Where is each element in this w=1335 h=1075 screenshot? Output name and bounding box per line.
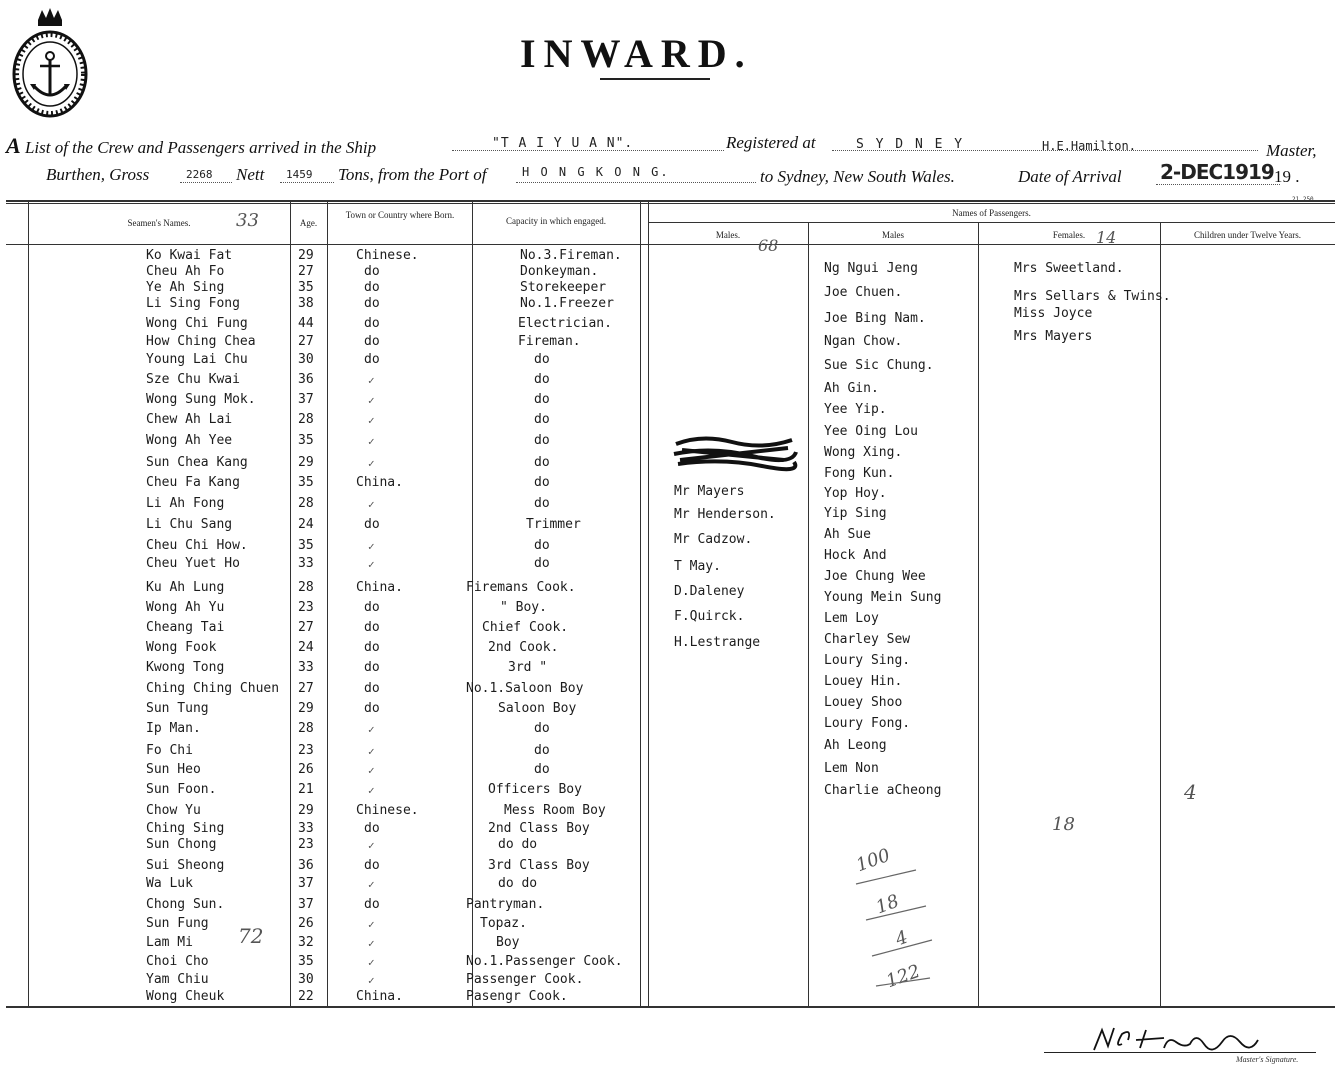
crew-birthplace: China. [356,475,403,490]
crew-capacity: Boy [496,935,520,950]
crew-birthplace: do [364,600,380,615]
tally-line-1: 100 [853,844,893,877]
gross-tonnage: 2268 [186,168,213,181]
nett-dotline [280,182,334,183]
header-town: Town or Country where Born. [345,210,455,220]
crew-name: Yam Chiu [146,972,209,987]
crew-name: Fo Chi [146,743,193,758]
crew-capacity: Firemans Cook. [466,580,576,595]
crew-age: 32 [298,935,314,950]
crew-birthplace: do [364,620,380,635]
passenger-male: Yip Sing [824,506,887,521]
table-top-rule-inner [6,203,1335,204]
crew-age: 28 [298,580,314,595]
crew-name: Li Ah Fong [146,496,225,511]
crew-name: Sui Sheong [146,858,225,873]
ship-name: "T A I Y U A N". [492,136,634,151]
tons-label: Tons, from the Port of [338,165,487,184]
passenger-male: Mr Mayers [674,484,745,499]
crew-name: Sun Foon. [146,782,217,797]
passenger-male: Ah Sue [824,527,871,542]
col-rule-females [978,222,979,1008]
crew-name: Lam Mi [146,935,193,950]
crew-name: Wong Cheuk [146,989,225,1004]
header-males-2: Males [882,230,904,240]
ditto-tick: ✓ [368,974,375,987]
crew-age: 29 [298,455,314,470]
document-title: INWARD. [520,31,753,76]
crew-age: 21 [298,782,314,797]
crew-age: 37 [298,392,314,407]
crew-birthplace: do [364,264,380,279]
ditto-tick: ✓ [368,540,375,553]
ditto-tick: ✓ [368,723,375,736]
passenger-female: Miss Joyce [1014,306,1093,321]
crew-birthplace: do [364,296,380,311]
list-lead-rest: List of the Crew and Passengers arrived in the Ship [20,138,377,157]
crew-name: Young Lai Chu [146,352,248,367]
crew-age: 23 [298,743,314,758]
crew-birthplace: do [364,858,380,873]
passenger-female: Mrs Sweetland. [1014,261,1124,276]
crew-name: Cheu Fa Kang [146,475,240,490]
crew-age: 23 [298,837,314,852]
arrival-dotline [1156,184,1280,185]
crew-age: 29 [298,248,314,263]
crew-capacity: do [534,496,550,511]
crew-capacity: No.1.Freezer [520,296,614,311]
crew-age: 35 [298,280,314,295]
passenger-male: Ng Ngui Jeng [824,261,918,276]
ditto-tick: ✓ [368,414,375,427]
ditto-tick: ✓ [368,878,375,891]
col-rule-town [327,202,328,1008]
crew-capacity: No.3.Fireman. [520,248,622,263]
passenger-male: Louey Hin. [824,674,903,689]
crew-age: 27 [298,334,314,349]
tally-line-4: 122 [883,960,923,993]
crew-capacity: do [534,455,550,470]
ditto-tick: ✓ [368,374,375,387]
ditto-tick: ✓ [368,435,375,448]
crew-name: Kwong Tong [146,660,225,675]
passenger-male: Charley Sew [824,632,911,647]
crew-capacity: Mess Room Boy [504,803,606,818]
crew-birthplace: Chinese. [356,803,419,818]
children-total: 4 [1184,780,1197,804]
crew-capacity: Passenger Cook. [466,972,584,987]
shipping-master-seal [8,4,92,120]
tally-strokes [846,860,936,993]
crew-name: Sun Chong [146,837,217,852]
crew-name: Ching Sing [146,821,225,836]
arrival-date-stamp: 2-DEC1919 [1160,160,1274,184]
crew-capacity: do do [498,837,538,852]
passenger-male: Mr Henderson. [674,507,776,522]
crew-age: 38 [298,296,314,311]
crew-age: 27 [298,681,314,696]
crew-birthplace: do [364,681,380,696]
crew-name: Wong Chi Fung [146,316,248,331]
crew-birthplace: do [364,334,380,349]
crew-name: Cheu Ah Fo [146,264,225,279]
tally-line-3: 4 [892,926,911,951]
crew-birthplace: do [364,280,380,295]
header-seamen: Seamen's Names. [127,218,191,228]
crew-name: Sun Fung [146,916,209,931]
crew-name: Cheu Yuet Ho [146,556,240,571]
ditto-tick: ✓ [368,457,375,470]
crew-name: Sun Tung [146,701,209,716]
col-rule-left [28,202,29,1008]
header-females: Females. [1052,230,1086,240]
crew-capacity: Pantryman. [466,897,545,912]
col-rule-passengers-inner [648,202,649,1008]
crew-name: Ip Man. [146,721,201,736]
passenger-male: Wong Xing. [824,445,903,460]
master-name: H.E.Hamilton. [1042,139,1136,153]
passenger-male: Louey Shoo [824,695,903,710]
crew-age: 27 [298,264,314,279]
table-top-rule [6,200,1335,202]
seamen-count: 33 [236,210,259,231]
passenger-male: Lem Loy [824,611,879,626]
ditto-tick: ✓ [368,956,375,969]
crew-name: Ko Kwai Fat [146,248,233,263]
crew-capacity: Topaz. [480,916,527,931]
crew-birthplace: China. [356,580,403,595]
crew-name: Sun Chea Kang [146,455,248,470]
crew-age: 35 [298,475,314,490]
title-underline [600,78,710,80]
crew-capacity: do [534,392,550,407]
passenger-male: Yop Hoy. [824,486,887,501]
crew-age: 37 [298,876,314,891]
crew-capacity: do [534,475,550,490]
crew-age: 37 [298,897,314,912]
crew-capacity: Chief Cook. [482,620,569,635]
crew-age: 30 [298,352,314,367]
ditto-tick: ✓ [368,918,375,931]
col-rule-age [290,202,291,1008]
crew-age: 24 [298,640,314,655]
ditto-tick: ✓ [368,745,375,758]
crew-birthplace: do [364,352,380,367]
crew-age: 29 [298,803,314,818]
crew-name: Li Sing Fong [146,296,240,311]
port-dotline [516,182,756,183]
passenger-male: H.Lestrange [674,635,761,650]
passenger-male: Ah Gin. [824,381,879,396]
crew-capacity: Donkeyman. [520,264,599,279]
crew-birthplace: do [364,660,380,675]
col-rule-passengers [640,202,641,1008]
crew-birthplace: do [364,640,380,655]
crew-capacity: do [534,433,550,448]
crew-name: Cheang Tai [146,620,225,635]
crew-age: 27 [298,620,314,635]
crew-capacity: do [534,352,550,367]
crew-capacity: Fireman. [518,334,581,349]
port-of-origin: H O N G K O N G. [522,165,670,179]
crew-birthplace: do [364,821,380,836]
col-rule-children [1160,222,1161,1008]
passenger-male: F.Quirck. [674,609,745,624]
struck-out-entry [672,432,798,474]
ditto-tick: ✓ [368,498,375,511]
crew-name: Ching Ching Chuen [146,681,280,696]
crew-age: 26 [298,916,314,931]
crew-capacity: do [534,721,550,736]
crew-capacity: do [534,556,550,571]
crew-capacity: Pasengr Cook. [466,989,568,1004]
crew-name: Sze Chu Kwai [146,372,240,387]
crew-capacity: Officers Boy [488,782,582,797]
passenger-subheader-rule [648,222,1335,223]
crew-capacity: do [534,762,550,777]
passenger-female: Mrs Sellars & Twins. [1014,289,1171,304]
females-total: 18 [1052,814,1075,835]
crew-capacity: " Boy. [500,600,547,615]
crew-name: Wa Luk [146,876,193,891]
margin-note: 72 [238,924,264,948]
crew-capacity: do [534,743,550,758]
col-rule-males2 [808,222,809,1008]
crew-age: 28 [298,496,314,511]
crew-capacity: 2nd Class Boy [488,821,590,836]
ditto-tick: ✓ [368,558,375,571]
passenger-male: D.Daleney [674,584,745,599]
table-bottom-rule [6,1006,1335,1008]
passenger-male: Charlie aCheong [824,783,942,798]
crew-name: Chew Ah Lai [146,412,233,427]
crew-birthplace: do [364,701,380,716]
crew-age: 28 [298,412,314,427]
passenger-male: Sue Sic Chung. [824,358,934,373]
col-rule-capacity [472,202,473,1008]
crew-name: Li Chu Sang [146,517,233,532]
list-lead-text: A List of the Crew and Passengers arrived in the Ship [6,133,377,158]
crew-name: Wong Ah Yu [146,600,225,615]
crew-age: 35 [298,538,314,553]
crew-age: 36 [298,372,314,387]
gross-dotline [180,182,232,183]
crew-age: 33 [298,660,314,675]
crew-name: Wong Fook [146,640,217,655]
passenger-male: Fong Kun. [824,466,895,481]
crew-name: Ku Ah Lung [146,580,225,595]
passenger-male: T May. [674,559,721,574]
ditto-tick: ✓ [368,394,375,407]
crew-name: Sun Heo [146,762,201,777]
passenger-male: Yee Yip. [824,402,887,417]
crew-birthplace: do [364,897,380,912]
ditto-tick: ✓ [368,937,375,950]
crew-capacity: Saloon Boy [498,701,577,716]
crew-capacity: No.1.Passenger Cook. [466,954,623,969]
females-count: 14 [1096,228,1117,247]
crew-capacity: 3rd " [508,660,548,675]
passenger-female: Mrs Mayers [1014,329,1093,344]
crew-age: 30 [298,972,314,987]
crew-age: 23 [298,600,314,615]
passenger-male: Ngan Chow. [824,334,903,349]
crew-capacity: 3rd Class Boy [488,858,590,873]
header-males-1: Males. [715,230,741,240]
crew-age: 28 [298,721,314,736]
crew-name: Wong Sung Mok. [146,392,256,407]
burthen-label: Burthen, Gross [46,165,150,184]
nett-tonnage: 1459 [286,168,313,181]
arrival-label: Date of Arrival [1018,167,1122,186]
crew-capacity: Trimmer [526,517,581,532]
passenger-male: Ah Leong [824,738,887,753]
crew-birthplace: do [364,517,380,532]
passenger-male: Hock And [824,548,887,563]
crew-name: Ye Ah Sing [146,280,225,295]
males-count: 68 [758,236,779,255]
crew-capacity: Storekeeper [520,280,607,295]
passenger-male: Yee Oing Lou [824,424,918,439]
crew-capacity: do [534,412,550,427]
header-passengers: Names of Passengers. [952,208,1031,218]
crew-capacity: 2nd Cook. [488,640,559,655]
crew-capacity: No.1.Saloon Boy [466,681,584,696]
crew-name: Wong Ah Yee [146,433,233,448]
crew-age: 35 [298,433,314,448]
crew-name: Chow Yu [146,803,201,818]
registered-port: S Y D N E Y [856,137,965,152]
crew-age: 33 [298,821,314,836]
passenger-male: Joe Chuen. [824,285,903,300]
signature-line [1044,1052,1316,1053]
crew-age: 29 [298,701,314,716]
header-age: Age. [299,218,318,228]
ditto-tick: ✓ [368,764,375,777]
header-children: Children under Twelve Years. [1194,230,1301,240]
header-capacity: Capacity in which engaged. [506,216,606,226]
master-label: Master, [1266,141,1317,160]
ditto-tick: ✓ [368,839,375,852]
signature-label: Master's Signature. [1236,1055,1299,1064]
passenger-male: Loury Sing. [824,653,911,668]
crew-birthplace: China. [356,989,403,1004]
crew-name: How Ching Chea [146,334,256,349]
crew-birthplace: do [364,316,380,331]
crew-age: 22 [298,989,314,1004]
crew-age: 26 [298,762,314,777]
passenger-male: Joe Bing Nam. [824,311,926,326]
crew-capacity: do [534,372,550,387]
passenger-male: Lem Non [824,761,879,776]
crew-capacity: do do [498,876,538,891]
crew-name: Cheu Chi How. [146,538,248,553]
crew-name: Chong Sun. [146,897,225,912]
header-bottom-rule [6,244,1335,245]
tally-line-2: 18 [873,890,902,919]
crew-birthplace: Chinese. [356,248,419,263]
crew-age: 33 [298,556,314,571]
year-suffix: 19 . [1274,167,1300,186]
crew-capacity: do [534,538,550,553]
crew-age: 36 [298,858,314,873]
passenger-male: Joe Chung Wee [824,569,926,584]
crew-age: 44 [298,316,314,331]
crew-name: Choi Cho [146,954,209,969]
crew-capacity: Electrician. [518,316,612,331]
registered-label: Registered at [726,133,816,152]
crew-age: 35 [298,954,314,969]
nett-label: Nett [236,165,265,184]
passenger-male: Young Mein Sung [824,590,942,605]
passenger-male: Mr Cadzow. [674,532,753,547]
crew-age: 24 [298,517,314,532]
passenger-male: Loury Fong. [824,716,911,731]
destination-label: to Sydney, New South Wales. [760,167,955,186]
ditto-tick: ✓ [368,784,375,797]
